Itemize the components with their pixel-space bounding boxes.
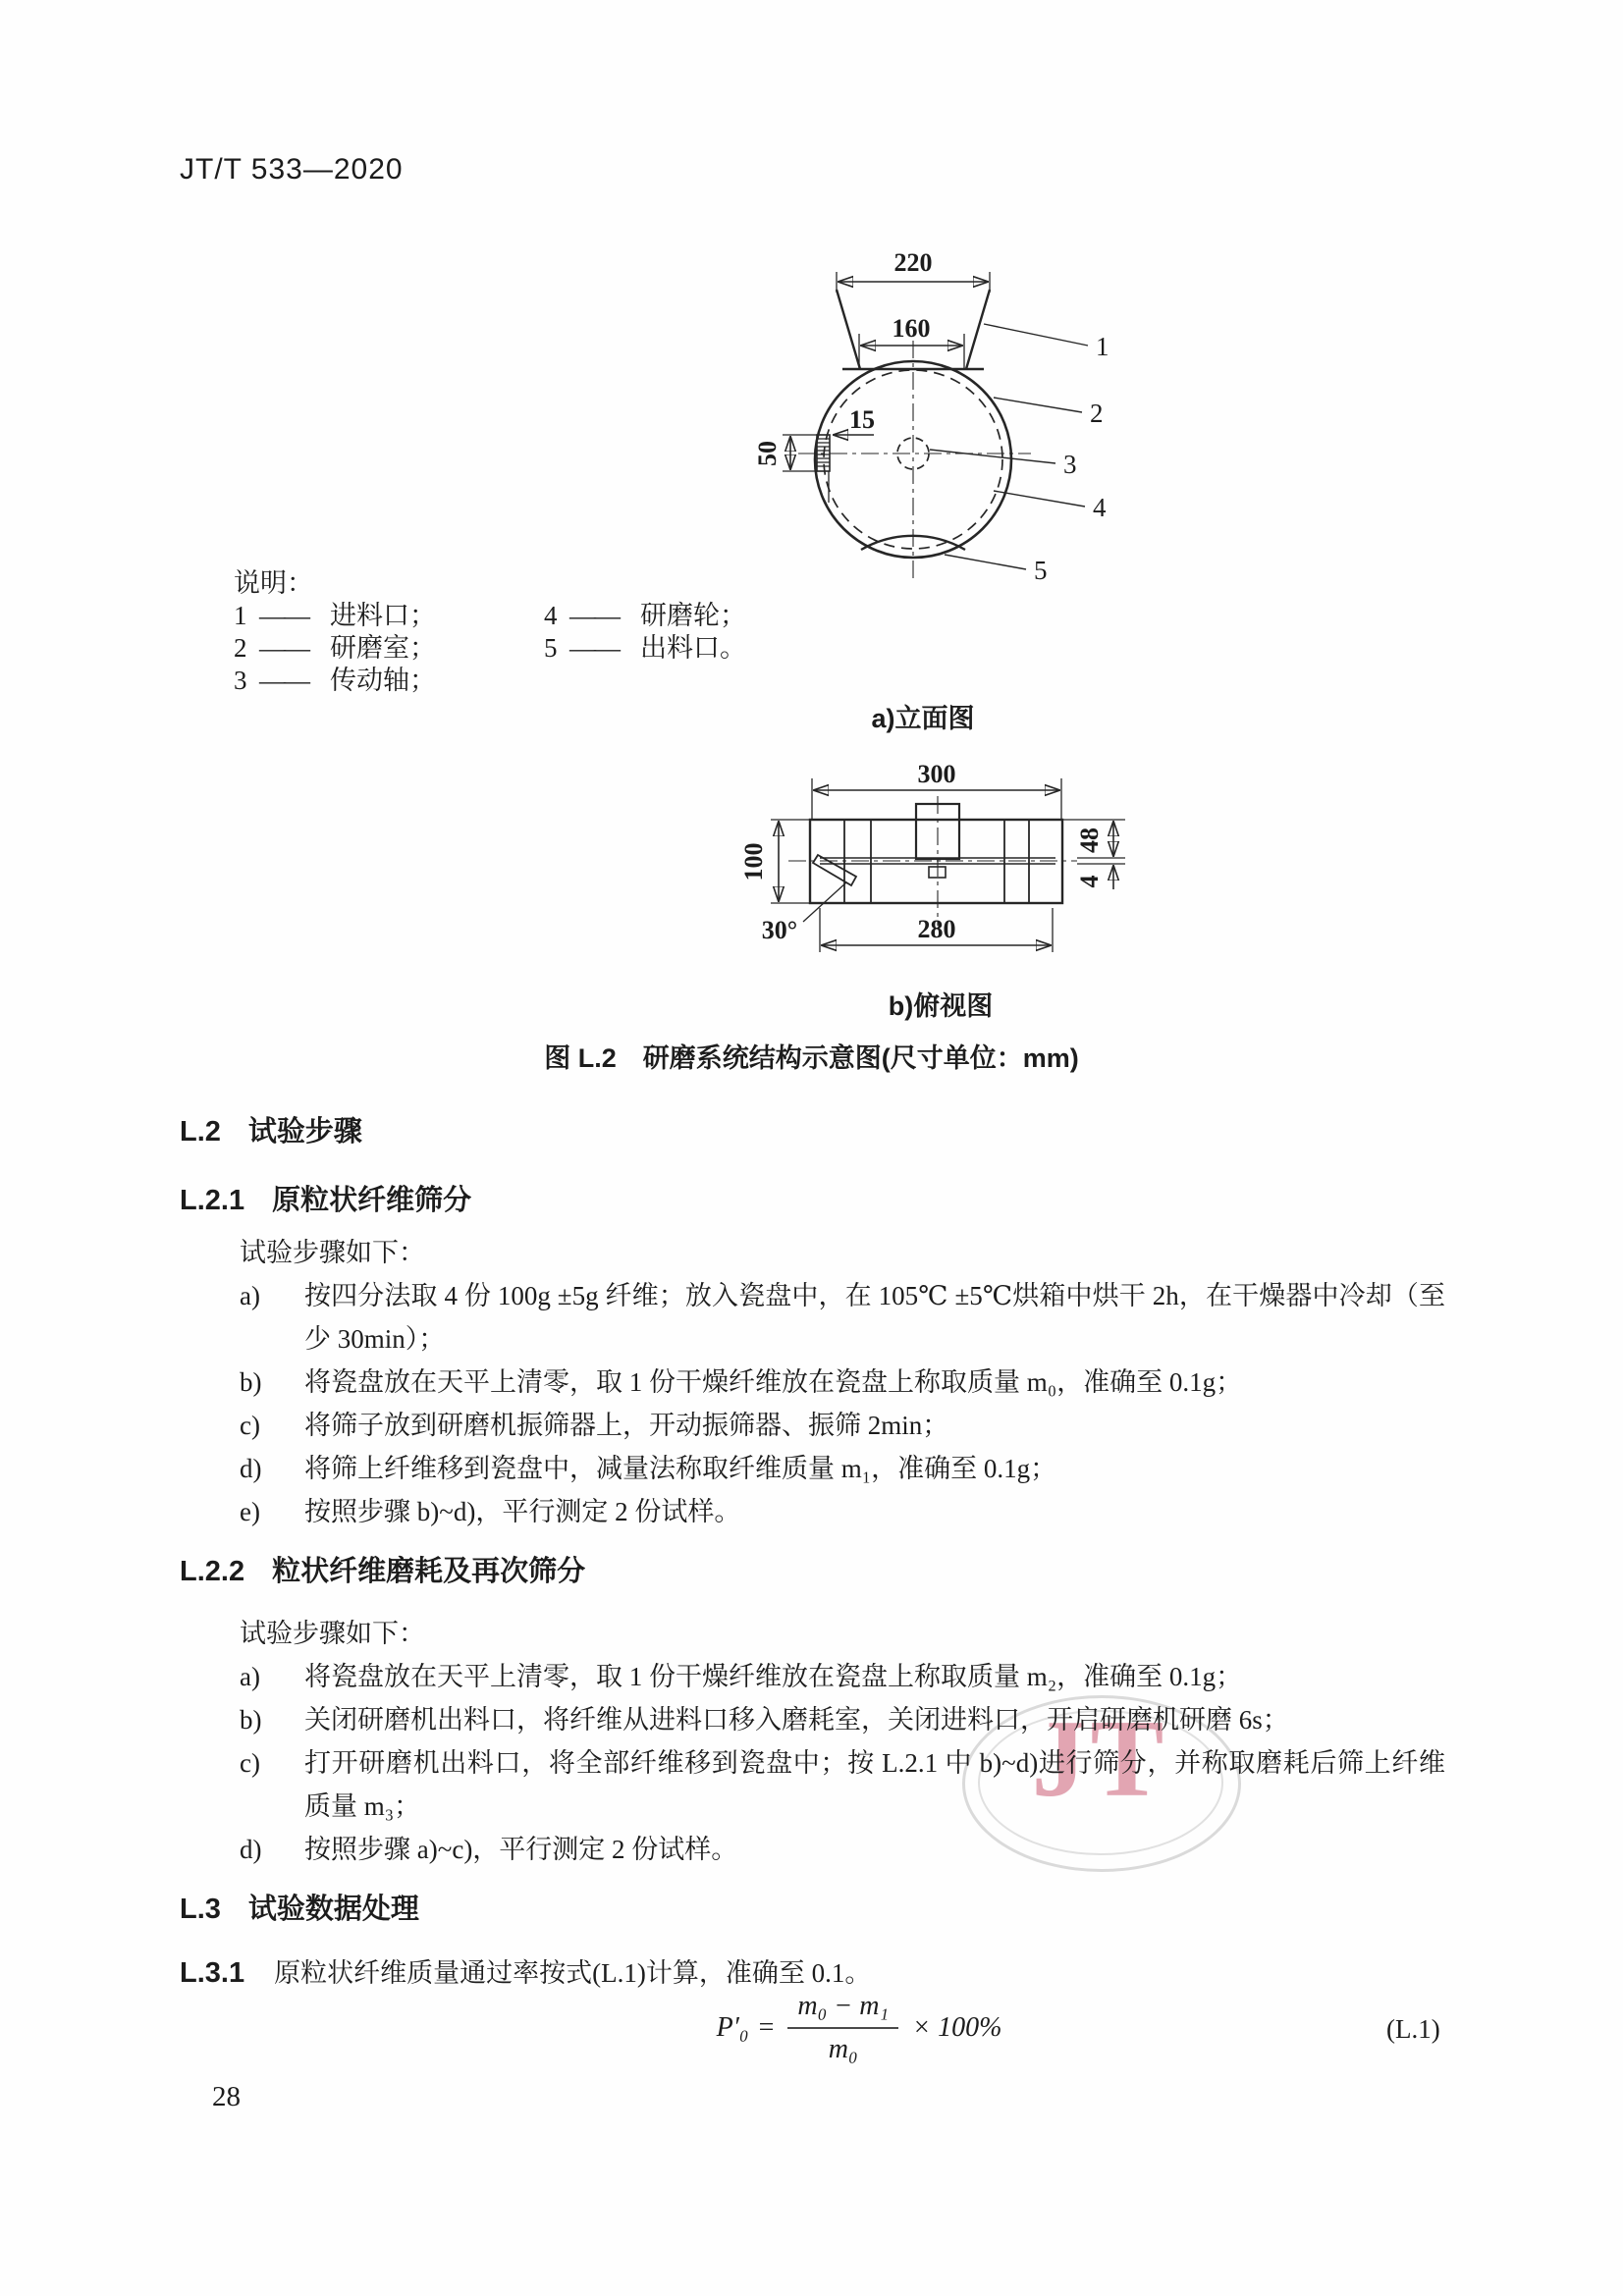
heading-l3-number: L.3 [180, 1894, 221, 1925]
l21-intro: 试验步骤如下： [240, 1238, 425, 1267]
list-item: d) 将筛上纤维移到瓷盘中，减量法称取纤维质量 m₁，准确至 0.1g； [240, 1454, 1057, 1483]
legend-row: 3 —— 传动轴； [234, 666, 436, 695]
list-item: c) 打开研磨机出料口，将全部纤维移到瓷盘中；按 L.2.1 中 b)~d)进行筛分，并称取磨耗后筛上纤维质量 m₃； [240, 1748, 1445, 1821]
heading-l2-title: 试验步骤 [247, 1116, 362, 1148]
elevation-caption: a)立面图 [871, 704, 975, 733]
formula-tag: (L.1) [1386, 2014, 1440, 2044]
page-number: 28 [212, 2081, 241, 2112]
heading-l3-title: 试验数据处理 [247, 1894, 419, 1925]
callout-2: 2 [1090, 399, 1104, 428]
heading-l2-number: L.2 [180, 1116, 221, 1148]
document-number: JT/T 533—2020 [180, 153, 404, 186]
heading-l22 [180, 1549, 585, 1589]
formula-equals: = [758, 2012, 775, 2043]
dim-15 [834, 405, 875, 435]
heading-l21 [180, 1178, 471, 1218]
top-view-caption: b)俯视图 [888, 991, 994, 1021]
legend-row: 1 —— 进料口； 4 —— 研磨轮； [234, 601, 746, 630]
dim-160 [861, 314, 962, 346]
dim-220 [837, 248, 990, 293]
dim-4 [1075, 864, 1125, 889]
list-item: d) 按照步骤 a)~c)，平行测定 2 份试样。 [240, 1835, 738, 1864]
legend-row: 2 —— 研磨室； 5 —— 出料口。 [234, 633, 746, 663]
callout-3: 3 [1063, 450, 1077, 479]
list-item: a) 将瓷盘放在天平上清零，取 1 份干燥纤维放在瓷盘上称取质量 m₂，准确至 0.1g； [240, 1662, 1243, 1691]
watermark-jt-logo: JT [1031, 1698, 1168, 1820]
dim-280 [820, 908, 1053, 952]
svg-text:100: 100 [739, 842, 768, 881]
formula-l1 [628, 1991, 1090, 2065]
callout-leaders [930, 324, 1088, 569]
svg-text:160: 160 [892, 314, 931, 343]
heading-l21-number: L.2.1 [180, 1185, 245, 1216]
heading-l22-number: L.2.2 [180, 1556, 245, 1587]
svg-text:300: 300 [917, 764, 956, 788]
svg-text:15: 15 [849, 405, 875, 434]
svg-text:50: 50 [753, 441, 782, 466]
l31-text: 原粒状纤维质量通过率按式(L.1)计算，准确至 0.1。 [274, 1958, 872, 1988]
formula-suffix: × 100% [912, 2012, 1002, 2043]
svg-text:30°: 30° [761, 916, 798, 944]
l31-number: L.3.1 [180, 1957, 245, 1989]
l22-procedure [240, 1612, 1445, 1871]
paragraph-l31 [180, 1951, 871, 1990]
list-item: a) 按四分法取 4 份 100g ±5g 纤维；放入瓷盘中，在 105℃ ±5℃烘箱中烘干 2h，在干燥器中冷却（至少 30min）； [240, 1281, 1445, 1354]
list-item: e) 按照步骤 b)~d)，平行测定 2 份试样。 [240, 1497, 741, 1526]
list-item: b) 关闭研磨机出料口，将纤维从进料口移入磨耗室，关闭进料口，开启研磨机研磨 6s； [240, 1705, 1289, 1735]
top-view-diagram [736, 764, 1149, 965]
heading-l21-title: 原粒状纤维筛分 [272, 1185, 472, 1216]
grinding-wheel-strip [817, 435, 830, 503]
callout-4: 4 [1093, 493, 1107, 522]
elevation-view-diagram [677, 236, 1149, 599]
svg-text:220: 220 [893, 248, 933, 277]
list-item: c) 将筛子放到研磨机振筛器上，开动振筛器、振筛 2min； [240, 1411, 949, 1440]
list-item: b) 将瓷盘放在天平上清零，取 1 份干燥纤维放在瓷盘上称取质量 m₀，准确至 0.1g； [240, 1367, 1243, 1397]
dim-300 [812, 764, 1061, 820]
legend-title: 说明： [234, 568, 313, 598]
figure-caption: 图 L.2 研磨系统结构示意图(尺寸单位：mm) [544, 1043, 1079, 1073]
legend [234, 567, 813, 697]
heading-l22-title: 粒状纤维磨耗及再次筛分 [272, 1556, 586, 1587]
callout-1: 1 [1096, 332, 1109, 361]
heading-l3 [180, 1887, 419, 1927]
dim-48 [1062, 820, 1125, 858]
l21-procedure [240, 1231, 1445, 1533]
svg-text:280: 280 [917, 915, 956, 943]
l22-intro: 试验步骤如下： [240, 1619, 425, 1648]
svg-text:4: 4 [1075, 875, 1104, 888]
svg-text:48: 48 [1075, 828, 1104, 853]
callout-5: 5 [1034, 556, 1048, 585]
formula-lhs: P′₀ [716, 2012, 749, 2043]
heading-l2 [180, 1109, 362, 1149]
formula-fraction: $\frac{\text{m₀ − m₁}}{\text{m₀}}$ [787, 1991, 898, 2065]
